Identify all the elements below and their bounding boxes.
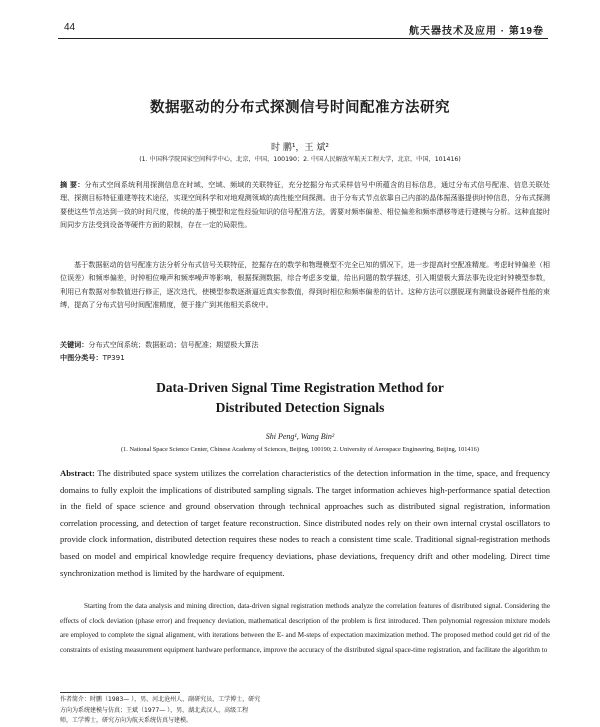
en-abstract-p1 (60, 465, 550, 581)
footnote-rule (60, 692, 180, 693)
en-abstract-label: Abstract: (60, 468, 95, 478)
cn-abstract-p1 (60, 178, 550, 231)
footnote-line-3: 师，工学博士，研究方向为航天系统仿真与建模。 (60, 717, 193, 724)
en-authors: Shi Peng¹, Wang Bin² (265, 432, 335, 441)
cn-authors: 时 鹏¹，王 斌² (271, 143, 329, 153)
cn-keywords-text: 分布式空间系统；数据驱动；信号配准；期望极大算法 (88, 340, 259, 349)
cn-clc-value: TP391 (102, 353, 125, 362)
en-title-line-2: Distributed Detection Signals (215, 400, 385, 415)
footnote-line-2: 方向为系统建模与仿真；王斌（1977— ），男，湖北武汉人，高级工程 (60, 706, 249, 714)
header-rule (58, 38, 548, 39)
cn-abstract-text-1: 分布式空间系统利用探测信息在时域、空域、频域的关联特征，充分挖掘分布式采样信号中所蕴含的目标信息，通过分布式信号配准、信息关联处理、探测目标特征重建等技术途径，实现空间科学和对地观测领域的高性能空间探测。由于分布式节点依靠自己内部的晶体振荡器提供时钟信息，分布式探测要使这些节点达到一致的时间尺度，传统的基于模型和定性经验知识的信号配准方法，需要对频率偏差、相位偏差和频率漂移等进行建模与分析。这种直接时间同步方法受到设备等硬件方面的限制，存在一定的局限性。 (60, 180, 550, 229)
cn-clc (60, 351, 550, 364)
cn-abstract-label: 摘 要： (60, 180, 85, 189)
footnote-line-1: 作者简介：时鹏（1983— ），男，河北沧州人，副研究员，工学博士，研究 (60, 696, 261, 703)
journal-header: 航天器技术及应用 · 第19卷 (408, 26, 544, 37)
cn-clc-label: 中图分类号： (60, 353, 103, 362)
en-abstract-p2: Starting from the data analysis and mining direction, data-driven signal registration methods analyze the correlation features of distributed signal. Considering the effects of clock deviation (phase error) and frequency deviation, mathematical description of the problem is first introduced. Then polynomial regression mixture models are employed to complete the signal alignment, with iterations between the E- and M-steps of expectation maximization method. The proposed method could get rid of the constraints of existing measurement equipment hardware performance, improve the accuracy of the distributed signal space-time registration, and facilitate the algorithm to (60, 602, 550, 654)
cn-affiliations: (1. 中国科学院国家空间科学中心，北京，中国，100190；2. 中国人民解放军航天工程大学，北京，中国，101416) (139, 156, 461, 163)
cn-abstract-p2: 基于数据驱动的信号配准方法分析分布式信号关联特征，挖掘存在的数学和物理模型不完全已知的情况下，进一步提高时空配准精度。考虑时钟偏差（相位误差）和频率偏差，时钟相位噪声和频率噪声等影响，根据探测数据，综合考虑多变量，给出问题的数学描述，引入期望极大算法事先设定时钟模型参数，利用已有数据对参数值进行修正，逐次迭代，使模型参数逐渐逼近真实参数值，得到时相位和频率偏差的估计。这种方法可以摆脱现有测量设备硬件性能的束缚，提高了分布式信号时间配准精度，便于推广到其他相关系统中。 (60, 260, 550, 309)
en-abstract-text-1: The distributed space system utilizes the correlation characteristics of the detection information in the time, space, and frequency domains to fully exploit the implications of distributed sampling signals. The target information achieves high-performance spatial detection in the field of space science and ground observation through technical approaches such as distributed signal registration, information correlation processing, and detection of target feature reconstruction. Since distributed nodes rely on their own internal crystal oscillators to provide clock information, distributed detection requires these nodes to reach a consistent time scale. Traditional signal-registration methods based on model and empirical knowledge require frequency deviations, phase deviations, frequency drift and other modeling. Direct time synchronization method is limited by the hardware of equipment. (60, 468, 550, 578)
author-footnote (60, 695, 550, 727)
en-affiliations: (1. National Space Science Center, Chinese Academy of Sciences, Beijing, 100190; 2. University of Aerospace Engineering, Beijing, 101416) (121, 446, 479, 453)
cn-title: 数据驱动的分布式探测信号时间配准方法研究 (150, 100, 450, 116)
cn-keywords (60, 338, 550, 351)
en-title-line-1: Data-Driven Signal Time Registration Method for (156, 380, 444, 395)
page-number: 44 (64, 22, 76, 33)
cn-keywords-label: 关键词： (60, 340, 89, 349)
